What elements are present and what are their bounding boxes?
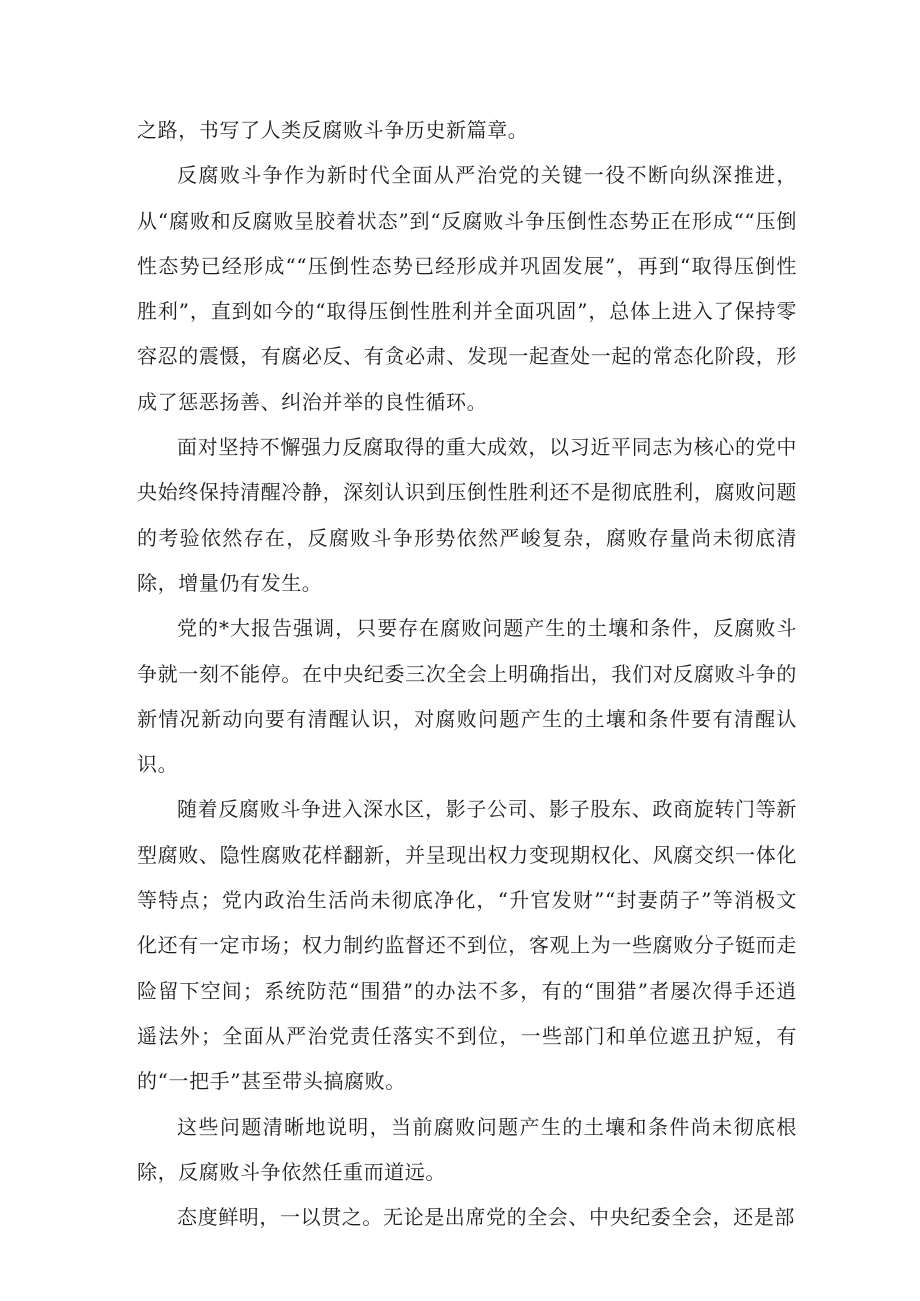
document-body	[137, 108, 797, 1240]
paragraph: 态度鲜明，一以贯之。无论是出席党的全会、中央纪委全会，还是部	[177, 1205, 795, 1230]
paragraph: 随着反腐败斗争进入深水区，影子公司、影子股东、政商旋转门等新型腐败、隐性腐败花样翻新，并呈现出权力变现期权化、风腐交织一体化等特点；党内政治生活尚未彻底净化，“升官发财”“封妻荫子”等消极文化还有一定市场；权力制约监督还不到位，客观上为一些腐败分子铤而走险留下空间；系统防范“围猎”的办法不多，有的“围猎”者屡次得手还逍遥法外；全面从严治党责任落实不到位，一些部门和单位遮丑护短，有的“一把手”甚至带头搞腐败。	[137, 797, 797, 1094]
paragraph-continuation: 之路，书写了人类反腐败斗争历史新篇章。	[137, 118, 529, 142]
paragraph: 党的*大报告强调，只要存在腐败问题产生的土壤和条件，反腐败斗争就一刻不能停。在中央纪委三次全会上明确指出，我们对反腐败斗争的新情况新动向要有清醒认识，对腐败问题产生的土壤和条件要有清醒认识。	[137, 616, 797, 777]
paragraph: 面对坚持不懈强力反腐取得的重大成效，以习近平同志为核心的党中央始终保持清醒冷静，深刻认识到压倒性胜利还不是彻底胜利，腐败问题的考验依然存在，反腐败斗争形势依然严峻复杂，腐败存量尚未彻底清除，增量仍有发生。	[137, 435, 797, 595]
paragraph: 反腐败斗争作为新时代全面从严治党的关键一役不断向纵深推进，从“腐败和反腐败呈胶着状态”到“反腐败斗争压倒性态势正在形成““压倒性态势已经形成““压倒性态势已经形成并巩固发展”，再到“取得压倒性胜利”，直到如今的“取得压倒性胜利并全面巩固”，总体上进入了保持零容忍的震慑，有腐必反、有贪必肃、发现一起查处一起的常态化阶段，形成了惩恶扬善、纠治并举的良性循环。	[137, 163, 797, 414]
paragraph: 这些问题清晰地说明，当前腐败问题产生的土壤和条件尚未彻底根除，反腐败斗争依然任重而道远。	[137, 1114, 797, 1184]
